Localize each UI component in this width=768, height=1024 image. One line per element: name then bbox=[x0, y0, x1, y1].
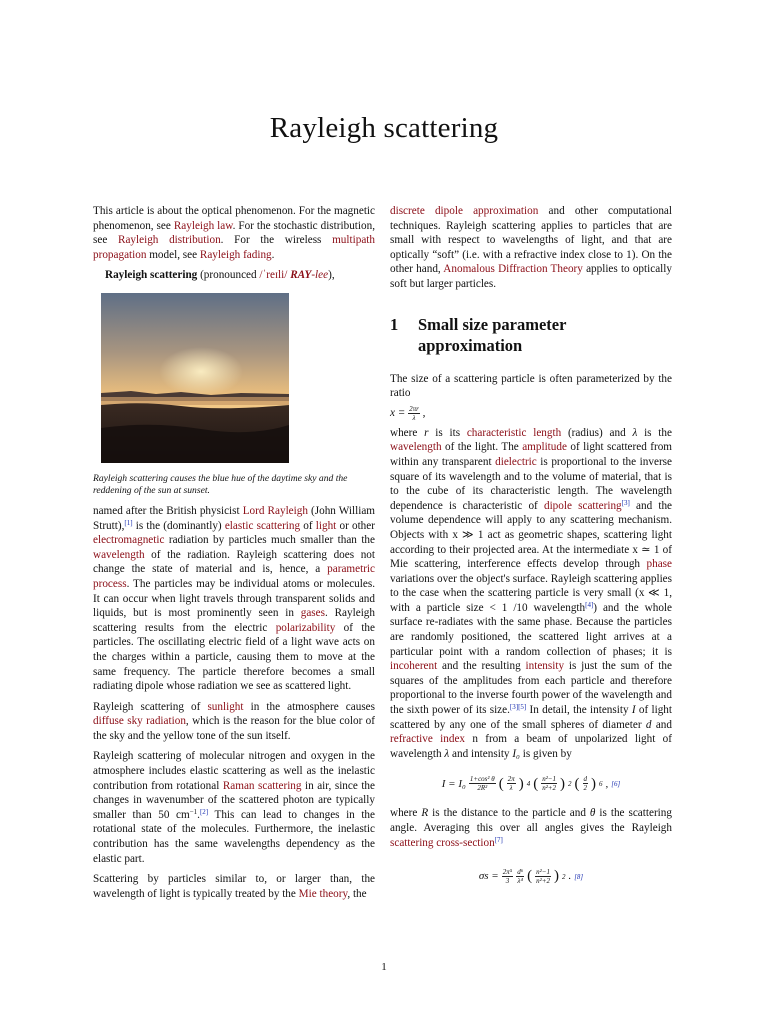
paren: ( bbox=[574, 775, 580, 792]
numerator: 2π⁵ bbox=[502, 868, 513, 877]
ref-3[interactable] bbox=[622, 499, 630, 507]
paren: ( bbox=[533, 775, 539, 792]
section-number: 1 bbox=[390, 314, 399, 334]
paren: ) bbox=[553, 868, 559, 885]
text: Scattering by particles similar to, or larger than, the wavelength of light is typically treated by the bbox=[93, 873, 375, 900]
link-multipath-propagation[interactable]: multipath propagation bbox=[93, 234, 375, 261]
paragraph bbox=[390, 204, 672, 292]
link-rayleigh-distribution[interactable]: Rayleigh distribution bbox=[117, 234, 221, 247]
section-title: Small size parameter approximation bbox=[418, 314, 567, 355]
math-var: λ bbox=[444, 747, 450, 760]
text: where bbox=[390, 426, 425, 439]
photo-caption: Rayleigh scattering causes the blue hue of the daytime sky and the reddening of the sun at sunset. bbox=[93, 472, 348, 497]
text: is the distance to the particle and bbox=[428, 807, 590, 820]
hatnote-text: . bbox=[271, 248, 275, 261]
math-var: R bbox=[421, 807, 429, 820]
numerator: 1+cos² θ bbox=[469, 775, 495, 784]
link-refractive-index[interactable]: refractive index bbox=[390, 733, 466, 746]
text: of light scattered from within any transparent bbox=[390, 441, 672, 468]
respell-rest: -lee bbox=[311, 269, 329, 282]
hatnote-text: model, see bbox=[146, 248, 200, 261]
intensity-equation: I = I₀ $\frac{\text{1+cos² θ}}{\text{2R²}}$ ( $\frac{2\pi}{\lambda}$ ) 4 ( $\frac{\text{n²−1}}{\text{n²+2}}$ ) 2 ( $\frac{d}{2}$ ) 6 , [6] bbox=[441, 775, 621, 793]
paragraph bbox=[93, 700, 375, 744]
fraction bbox=[541, 775, 557, 792]
math-var: I bbox=[631, 704, 636, 717]
numerator: n²−1 bbox=[536, 868, 550, 877]
paragraph bbox=[390, 426, 672, 762]
paren: ) bbox=[560, 775, 566, 792]
superscript: −1 bbox=[189, 807, 198, 816]
ref-3-5[interactable] bbox=[510, 703, 526, 711]
text: and the volume dependence will apply to any scattering mechanism. Objects with x ≫ 1 act as geometric shapes, scattering light according to their projected area. At the intermediate x ≃ 1 of Mie scattering, interference effects develop through bbox=[390, 499, 673, 571]
text: , which is the reason for the blue color of the sky and the yellow tone of the sun itself. bbox=[93, 715, 376, 742]
page-number: 1 bbox=[381, 961, 387, 973]
link-elastic-scattering[interactable]: elastic scattering bbox=[224, 519, 301, 532]
text: The size of a scattering particle is often parameterized by the ratio bbox=[390, 372, 672, 400]
text: radiation by particles much smaller than the bbox=[164, 534, 375, 547]
math-var: θ bbox=[589, 807, 596, 820]
numerator: n²−1 bbox=[542, 775, 557, 784]
ref-label[interactable]: [3] bbox=[621, 498, 630, 507]
text: applies to optically soft but larger particles. bbox=[390, 263, 672, 290]
eq-tail: , bbox=[422, 406, 426, 419]
paren: ( bbox=[527, 868, 533, 885]
text: and the resulting bbox=[437, 660, 526, 673]
text: (John William Strutt), bbox=[93, 504, 375, 532]
paren: ) bbox=[591, 775, 597, 792]
hatnote-text: . For the wireless bbox=[220, 234, 333, 247]
link-anomalous-diffraction-theory[interactable]: Anomalous Diffraction Theory bbox=[443, 263, 583, 276]
denominator: λ bbox=[412, 413, 416, 422]
text: and intensity bbox=[449, 747, 513, 760]
text: of the radiation. Rayleigh scattering does not change the state of material and is, hence, a bbox=[93, 548, 375, 576]
link-rayleigh-fading[interactable]: Rayleigh fading bbox=[199, 248, 272, 261]
text: n from a beam of unpolarized light of wavelength bbox=[390, 733, 672, 760]
link-wavelength[interactable]: wavelength bbox=[93, 548, 145, 561]
text: of the particles. The oscillating electric field of a light wave acts on the charges within a particle, causing them to move at the same frequency. The particle therefore becomes a small radiating dipole whose radiation we see as scattered light. bbox=[93, 621, 375, 693]
link-light[interactable]: light bbox=[315, 519, 337, 532]
ref-label[interactable]: [2] bbox=[199, 807, 209, 816]
numerator: d⁶ bbox=[517, 868, 524, 877]
paragraph bbox=[93, 872, 375, 901]
link-incoherent[interactable]: incoherent bbox=[390, 660, 438, 673]
text: and other computational techniques. Rayleigh scattering applies to particles that are small with respect to wavelengths of light, and that are optically “soft” (i.e. with a refractive index close to 1). On the other hand, bbox=[390, 205, 672, 276]
intro-text: ), bbox=[328, 269, 335, 282]
right-column bbox=[390, 204, 672, 899]
text: is the scattering angle. Averaging this over all angles gives the Rayleigh bbox=[390, 807, 672, 834]
denominator: 2R² bbox=[477, 784, 488, 793]
text: . Rayleigh scattering results from the electric bbox=[93, 607, 375, 634]
paragraph bbox=[93, 749, 375, 866]
text: of the light. The bbox=[441, 441, 523, 454]
paren: ( bbox=[498, 775, 504, 792]
ref-2[interactable] bbox=[200, 808, 208, 816]
link-parametric-process[interactable]: parametric process bbox=[93, 563, 375, 590]
link-gases[interactable]: gases bbox=[300, 607, 325, 620]
ref-7[interactable] bbox=[495, 836, 503, 844]
ref-label[interactable]: [8] bbox=[574, 872, 584, 881]
section-heading bbox=[390, 314, 672, 356]
ref-label[interactable]: [6] bbox=[611, 779, 621, 788]
link-characteristic-length[interactable]: characteristic length bbox=[466, 426, 562, 439]
comma: , bbox=[605, 777, 609, 790]
text: is the bbox=[637, 426, 672, 439]
math-var: r bbox=[424, 426, 429, 439]
text: and bbox=[651, 718, 672, 731]
link-wavelength[interactable]: wavelength bbox=[390, 441, 442, 454]
link-dielectric[interactable]: dielectric bbox=[495, 455, 537, 468]
ref-1[interactable] bbox=[124, 519, 132, 527]
eq-lhs: x = bbox=[390, 406, 406, 419]
text: of light scattered by any one of the small spheres of diameter bbox=[390, 704, 672, 731]
link-phase[interactable]: phase bbox=[646, 558, 672, 571]
denominator: λ bbox=[509, 784, 513, 793]
fraction bbox=[408, 405, 420, 422]
hatnote bbox=[93, 204, 375, 262]
link-mie-theory[interactable]: Mie theory bbox=[298, 887, 348, 900]
text: where bbox=[390, 807, 422, 820]
text: This can lead to changes in the rotational state of the molecules. Furthermore, the inelastic contribution has the same wavelengths dependency as the elastic part. bbox=[93, 808, 375, 865]
numerator: 2π bbox=[507, 775, 515, 784]
text: is given by bbox=[519, 747, 572, 760]
link-amplitude[interactable]: amplitude bbox=[522, 441, 567, 454]
fraction bbox=[516, 868, 524, 885]
link-rayleigh-law[interactable]: Rayleigh law bbox=[173, 219, 233, 232]
paren: ) bbox=[518, 775, 524, 792]
fraction bbox=[469, 775, 496, 792]
text: (radius) and bbox=[561, 426, 633, 439]
link-polarizability[interactable]: polarizability bbox=[275, 621, 336, 634]
hatnote-text: This article is about the optical phenomenon. For the magnetic phenomenon, see bbox=[93, 205, 375, 232]
text: , the bbox=[347, 887, 367, 900]
text: of bbox=[300, 519, 316, 532]
term-bold: Rayleigh scattering bbox=[105, 269, 198, 282]
numerator: 2πr bbox=[409, 404, 419, 413]
denominator: 3 bbox=[505, 877, 510, 886]
numerator: d bbox=[583, 775, 588, 784]
link-respelling[interactable] bbox=[290, 269, 328, 281]
text: in air, since the changes in wavenumber of the scattered photon are typically smaller than 50 cm bbox=[93, 779, 375, 821]
text: in the atmosphere causes bbox=[243, 700, 375, 713]
link-cross-section[interactable]: cross-section bbox=[436, 836, 495, 849]
ref-label[interactable]: [4] bbox=[585, 600, 594, 609]
text: is the (dominantly) bbox=[132, 519, 225, 532]
text: . The particles may be individual atoms or molecules. It can occur when light travels through transparent solids and liquids, but is most prominently seen in bbox=[93, 577, 375, 620]
fraction bbox=[502, 868, 513, 885]
link-intensity[interactable]: intensity bbox=[525, 660, 565, 673]
link-ipa[interactable]: /ˈreɪli/ bbox=[259, 269, 288, 282]
paragraph bbox=[390, 806, 672, 850]
math-var: d bbox=[645, 718, 652, 731]
text: is its bbox=[428, 426, 467, 439]
link-discrete-dipole-approximation[interactable]: discrete dipole approximation bbox=[390, 205, 539, 217]
math-var: I₀ bbox=[512, 747, 520, 760]
page-title: Rayleigh scattering bbox=[269, 112, 499, 144]
paragraph bbox=[390, 372, 672, 401]
link-dipole-scattering[interactable]: dipole scattering bbox=[543, 499, 622, 512]
ratio-equation bbox=[390, 405, 672, 422]
text: is just the sum of the squares of the amplitudes from each particle and therefore proportional to the inverse fourth power of the wavelength and the sixth power of its size. bbox=[390, 660, 672, 717]
hatnote-text: . For the stochastic distribution, see bbox=[93, 219, 375, 247]
link-sunlight[interactable]: sunlight bbox=[207, 700, 244, 713]
eq-lhs: I = I₀ bbox=[441, 777, 466, 790]
text: In detail, the intensity bbox=[526, 704, 632, 717]
period: . bbox=[568, 870, 572, 883]
intro-text: (pronounced bbox=[197, 269, 260, 282]
ref-label[interactable]: [1] bbox=[124, 518, 133, 527]
denominator: n²+2 bbox=[536, 877, 550, 886]
paragraph bbox=[93, 504, 375, 694]
left-column bbox=[93, 204, 375, 907]
ref-label[interactable]: [7] bbox=[494, 835, 503, 844]
link-raman-scattering[interactable]: Raman scattering bbox=[222, 779, 302, 792]
link-electromagnetic[interactable]: electromagnetic bbox=[93, 534, 165, 547]
eq-lhs: σs = bbox=[478, 870, 499, 883]
text: is proportional to the inverse square of its wavelength and to the volume of material, that is to the cube of its characteristic length. The wavelength dependence is characteristic of bbox=[390, 455, 672, 512]
link-lord-rayleigh[interactable]: Lord Rayleigh bbox=[242, 504, 308, 517]
text: variations over the object's surface. Rayleigh scattering applies to the case when the scattering particle is very small (x ≪ 1, with a particle size < 1 /10 wavelength bbox=[390, 572, 672, 614]
intro-line bbox=[93, 268, 375, 283]
ref-label[interactable]: [3][5] bbox=[509, 703, 527, 712]
denominator: λ⁴ bbox=[517, 877, 523, 886]
respell-stress: RAY bbox=[290, 269, 312, 282]
link-diffuse-sky-radiation[interactable]: diffuse sky radiation bbox=[93, 715, 186, 728]
math-var: λ bbox=[632, 426, 638, 439]
text: Rayleigh scattering of molecular nitrogen and oxygen in the atmosphere includes elastic scattering as well as the inelastic contribution from rotational bbox=[93, 750, 375, 792]
link-scattering[interactable]: scattering bbox=[390, 836, 434, 849]
text: Rayleigh scattering of bbox=[93, 700, 208, 713]
sunset-photo bbox=[101, 293, 289, 463]
text: named after the British physicist bbox=[93, 504, 243, 517]
text: . bbox=[197, 808, 200, 821]
text: ) and the whole surface re-radiates with the same phase. Because the particles are randomly positioned, the scattered light arrives at a particular point with a random collection of phases; it is bbox=[390, 601, 672, 658]
fraction bbox=[535, 868, 551, 885]
fraction bbox=[507, 775, 516, 792]
cross-section-equation: σs = $\frac{\text{2π⁵}}{3}$ $\frac{\text{d⁶}}{\text{λ⁴}}$ ( $\frac{\text{n²−1}}{\text{n²+2}}$ ) 2 . [8] bbox=[478, 868, 584, 886]
text: or other bbox=[336, 519, 375, 532]
fraction bbox=[583, 775, 589, 792]
denominator: 2 bbox=[583, 784, 588, 793]
denominator: n²+2 bbox=[542, 784, 557, 793]
